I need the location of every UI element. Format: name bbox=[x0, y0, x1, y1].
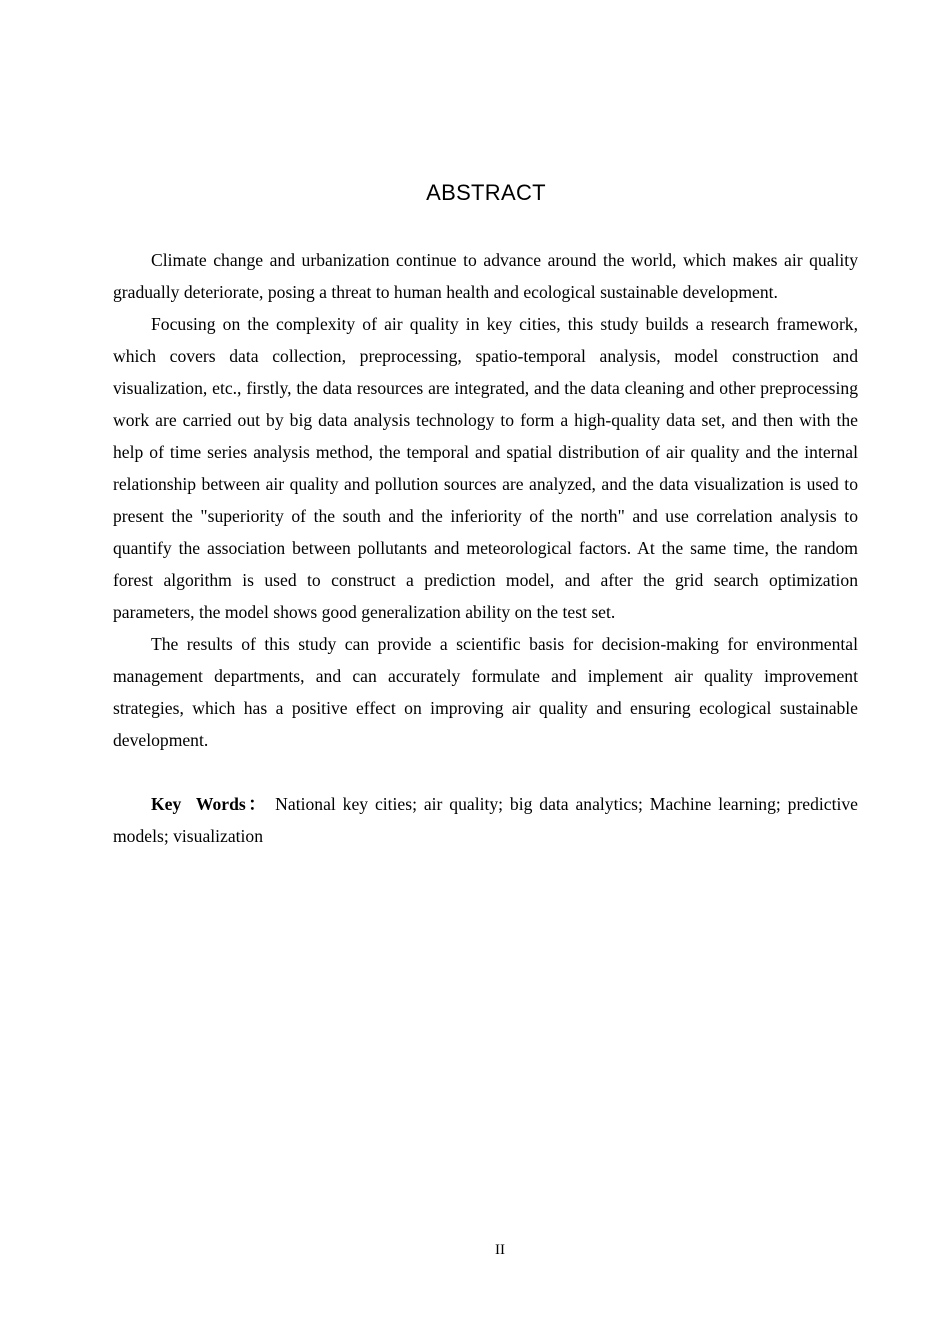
abstract-paragraph-3: The results of this study can provide a scientific basis for decision-making for environmental management departments, and can accurately formulate and implement air quality improvement strategies, which has a positive effect on improving air quality and ensuring ecological sustainable development. bbox=[113, 634, 858, 750]
keywords-text: National key cities; air quality; big data analytics; Machine learning; predictive models; visualization bbox=[113, 794, 858, 846]
page-number: II bbox=[495, 1242, 505, 1258]
abstract-title: ABSTRACT bbox=[426, 180, 546, 205]
abstract-paragraph-2: Focusing on the complexity of air quality in key cities, this study builds a research framework, which covers data collection, preprocessing, spatio-temporal analysis, model construction and visualization, etc., firstly, the data resources are integrated, and the data cleaning and other preprocessing work are carried out by big data analysis technology to form a high-quality data set, and then with the help of time series analysis method, the temporal and spatial distribution of air quality and the internal relationship between air quality and pollution sources are analyzed, and the data visualization is used to present the "superiority of the south and the inferiority of the north" and use correlation analysis to quantify the association between pollutants and meteorological factors. At the same time, the random forest algorithm is used to construct a prediction model, and after the grid search optimization parameters, the model shows good generalization ability on the test set. bbox=[113, 314, 858, 622]
spacer bbox=[113, 756, 858, 788]
keywords-label: Key Words： bbox=[151, 794, 269, 814]
abstract-body bbox=[113, 244, 858, 852]
abstract-paragraph-1: Climate change and urbanization continue to advance around the world, which makes air quality gradually deteriorate, posing a threat to human health and ecological sustainable development. bbox=[113, 250, 858, 302]
keywords-paragraph bbox=[113, 788, 858, 852]
